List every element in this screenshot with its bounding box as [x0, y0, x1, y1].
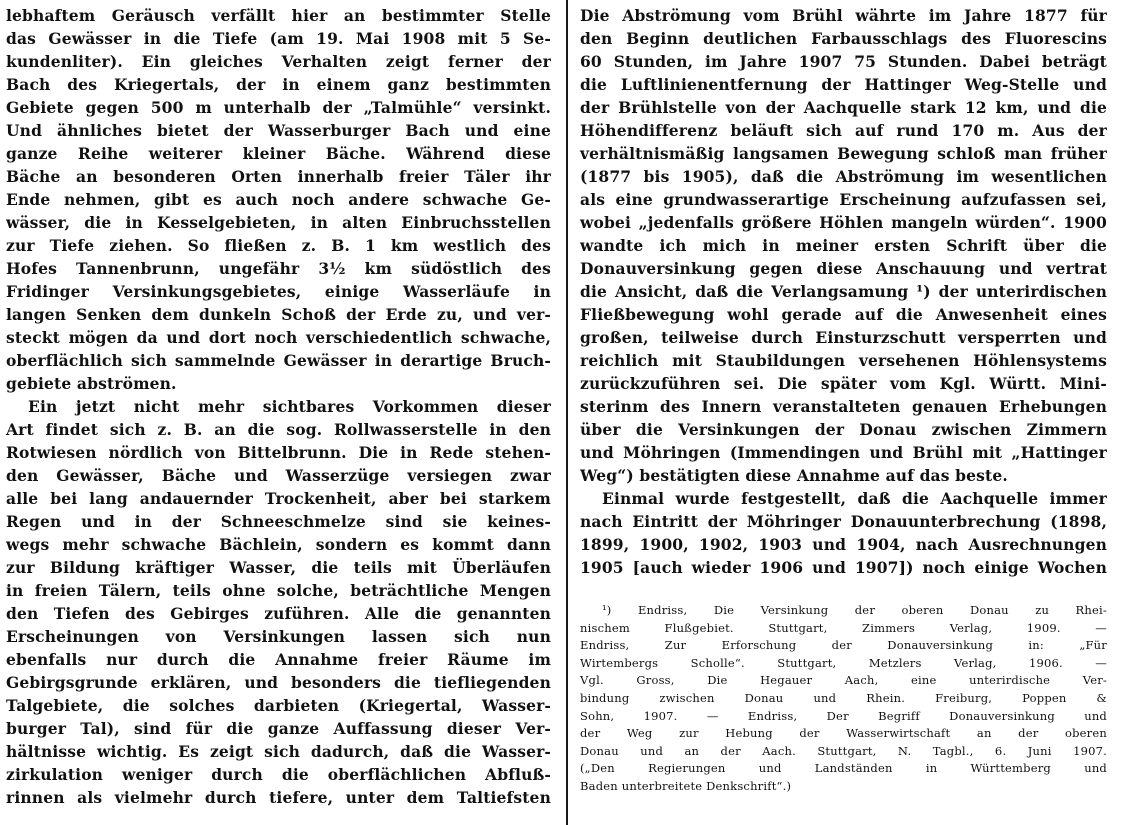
- footnote-line: Donau und an der Aach. Stuttgart, N. Tagbl., 6. Juni 1907.: [580, 743, 1107, 758]
- text-line: Einmal wurde festgestellt, daß die Aachquelle immer: [602, 489, 1107, 508]
- footnote-block: [580, 602, 1107, 796]
- text-line: Talgebiete, die solches darbieten (Kriegertal, Wasser-: [6, 696, 551, 715]
- text-line: wässer, die in Kesselgebieten, in alten Einbruchsstellen: [6, 213, 551, 232]
- text-line: verhältnismäßig langsamen Bewegung schloß man früher: [580, 144, 1107, 163]
- text-line: die Ansicht, daß die Verlangsamung ¹) der unterirdischen: [580, 282, 1107, 301]
- text-line: die Luftlinienentfernung der Hattinger Weg-Stelle und: [580, 75, 1107, 94]
- text-line: wandte ich mich in meiner ersten Schrift über die: [580, 236, 1107, 255]
- text-line: wegs mehr schwache Bächlein, sondern es kommt dann: [6, 535, 551, 554]
- text-line: Fließbewegung wohl gerade auf die Anwesenheit eines: [580, 305, 1107, 324]
- text-line: Rotwiesen nördlich von Bittelbrunn. Die in Rede stehen-: [6, 443, 551, 462]
- text-line: Die Abströmung vom Brühl währte im Jahre 1877 für: [580, 6, 1107, 25]
- text-line: burger Tal), sind für die ganze Auffassung dieser Ver-: [6, 719, 551, 738]
- text-line: ebenfalls nur durch die Annahme freier Räume im: [6, 650, 551, 669]
- text-line: Erscheinungen von Versinkungen lassen sich nun: [6, 627, 551, 646]
- left-column: [6, 4, 551, 809]
- text-line: langen Senken dem dunkeln Schoß der Erde zu, und ver-: [6, 305, 551, 324]
- text-line: über die Versinkungen der Donau zwischen Zimmern: [580, 420, 1107, 439]
- text-line: Gebirgsgrunde erklären, und besonders die tiefliegenden: [6, 673, 551, 692]
- text-line: reichlich mit Staubildungen versehenen Höhlensystems: [580, 351, 1107, 370]
- text-line: Ende nehmen, gibt es auch noch andere schwache Ge-: [6, 190, 551, 209]
- text-line: Ein jetzt nicht mehr sichtbares Vorkommen dieser: [28, 397, 551, 416]
- footnote-line: Sohn, 1907. — Endriss, Der Begriff Donauversinkung und: [580, 708, 1107, 723]
- text-line: 60 Stunden, im Jahre 1907 75 Stunden. Dabei beträgt: [580, 52, 1107, 71]
- text-line: großen, teilweise durch Einsturzschutt versperrten und: [580, 328, 1107, 347]
- text-line: hältnisse wichtig. Es zeigt sich dadurch, daß die Wasser-: [6, 742, 551, 761]
- text-line: lebhaftem Geräusch verfällt hier an bestimmter Stelle: [6, 6, 551, 25]
- text-line: ganze Reihe weiterer kleiner Bäche. Während diese: [6, 144, 551, 163]
- text-line: (1877 bis 1905), daß die Abströmung im wesentlichen: [580, 167, 1107, 186]
- footnote-line: Wirtembergs Scholle“. Stuttgart, Metzlers Verlag, 1906. —: [580, 655, 1107, 670]
- footnote-line: nischem Flußgebiet. Stuttgart, Zimmers Verlag, 1909. —: [580, 620, 1107, 635]
- text-line: Gebiete gegen 500 m unterhalb der „Talmühle“ versinkt.: [6, 98, 551, 117]
- text-line: zur Bildung kräftiger Wasser, die teils mit Überläufen: [6, 558, 551, 577]
- text-line: Regen und in der Schneeschmelze sind sie keines-: [6, 512, 551, 531]
- text-line: zirkulation weniger durch die oberflächlichen Abfluß-: [6, 765, 551, 784]
- text-line: Bäche an besonderen Orten innerhalb freier Täler ihr: [6, 167, 551, 186]
- column-divider: [566, 0, 568, 825]
- right-column: [580, 4, 1107, 579]
- text-line: das Gewässer in die Tiefe (am 19. Mai 1908 mit 5 Se-: [6, 29, 551, 48]
- footnote-line: („Den Regierungen und Landständen in Württemberg und: [580, 761, 1107, 776]
- text-line: wobei „jedenfalls größere Höhlen mangeln würden“. 1900: [580, 213, 1107, 232]
- text-line: den Tiefen des Gebirges zuführen. Alle die genannten: [6, 604, 551, 623]
- text-line: Donauversinkung gegen diese Anschauung und vertrat: [580, 259, 1107, 278]
- text-line: Und ähnliches bietet der Wasserburger Bach und eine: [6, 121, 551, 140]
- text-line: alle bei lang andauernder Trockenheit, aber bei starkem: [6, 489, 551, 508]
- text-line: zurückzuführen sei. Die später vom Kgl. Württ. Mini-: [580, 374, 1107, 393]
- text-line: 1905 [auch wieder 1906 und 1907]) noch einige Wochen: [580, 558, 1107, 577]
- text-line: Weg“) bestätigten diese Annahme auf das beste.: [580, 466, 1008, 485]
- text-line: Höhendifferenz beläuft sich auf rund 170 m. Aus der: [580, 121, 1107, 140]
- footnote-line: Vgl. Gross, Die Hegauer Aach, eine unterirdische Ver-: [580, 673, 1107, 688]
- text-line: Bach des Kriegertals, der in einem ganz bestimmten: [6, 75, 551, 94]
- text-line: kundenliter). Ein gleiches Verhalten zeigt ferner der: [6, 52, 551, 71]
- text-line: Hofes Tannenbrunn, ungefähr 3½ km südöstlich des: [6, 259, 551, 278]
- text-line: in freien Tälern, teils ohne solche, beträchtliche Mengen: [6, 581, 551, 600]
- footnote-line: Endriss, Zur Erforschung der Donauversinkung in: „Für: [580, 638, 1107, 653]
- text-line: der Brühlstelle von der Aachquelle stark 12 km, und die: [580, 98, 1107, 117]
- footnote-line: der Weg zur Hebung der Wasserwirtschaft an der oberen: [580, 726, 1107, 741]
- text-line: den Gewässer, Bäche und Wasserzüge versiegen zwar: [6, 466, 551, 485]
- text-line: den Beginn deutlichen Farbausschlags des Fluorescins: [580, 29, 1107, 48]
- text-line: nach Eintritt der Möhringer Donauunterbrechung (1898,: [580, 512, 1107, 531]
- text-line: rinnen als vielmehr durch tiefere, unter dem Taltiefsten: [6, 788, 551, 807]
- text-line: oberflächlich sich sammelnde Gewässer in derartige Bruch-: [6, 351, 551, 370]
- text-line: steckt mögen da und dort noch verschiedentlich schwache,: [6, 328, 551, 347]
- text-line: zur Tiefe ziehen. So fließen z. B. 1 km westlich des: [6, 236, 551, 255]
- footnote-line: Baden unterbreitete Denkschrift“.): [580, 778, 792, 793]
- text-line: Fridinger Versinkungsgebietes, einige Wasserläufe in: [6, 282, 551, 301]
- text-line: gebiete abströmen.: [6, 374, 177, 393]
- text-line: und Möhringen (Immendingen und Brühl mit „Hattinger: [580, 443, 1107, 462]
- text-line: als eine grundwasserartige Erscheinung aufzufassen sei,: [580, 190, 1107, 209]
- footnote-line: bindung zwischen Donau und Rhein. Freiburg, Poppen &: [580, 690, 1107, 705]
- text-line: 1899, 1900, 1902, 1903 und 1904, nach Ausrechnungen: [580, 535, 1107, 554]
- text-line: Art findet sich z. B. an die sog. Rollwasserstelle in den: [6, 420, 551, 439]
- footnote-line: ¹) Endriss, Die Versinkung der oberen Donau zu Rhei-: [602, 603, 1107, 617]
- text-line: sterinm des Innern veranstalteten genauen Erhebungen: [580, 397, 1107, 416]
